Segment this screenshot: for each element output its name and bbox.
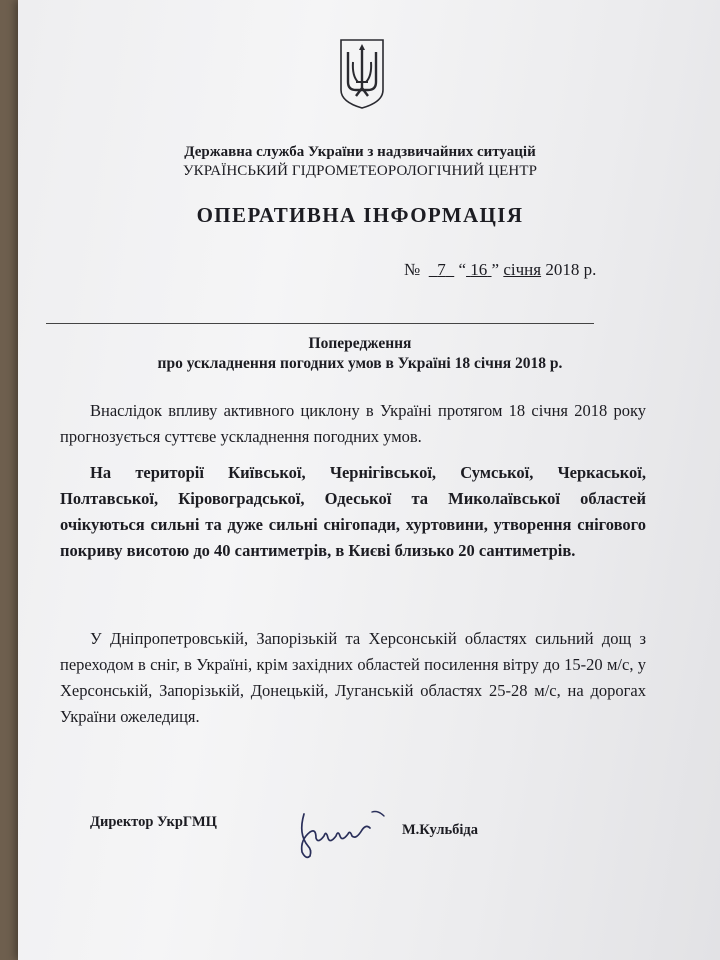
document-title: ОПЕРАТИВНА ІНФОРМАЦІЯ (196, 203, 524, 227)
document-number-line: № 7 “ 16 ” січня 2018 р. (404, 260, 597, 279)
warning-heading: Попередження (308, 335, 412, 352)
document-number: 7 (437, 260, 446, 279)
number-prefix: № (404, 260, 421, 279)
divider-line (46, 323, 594, 324)
paragraph-snowfall: На території Київської, Чернігівської, Сумської, Черкаської, Полтавської, Кіровоградської, Одеської та Миколаївської областей очікуються сильні та дуже сильні снігопади, хуртовини, утворення снігового покриву висотою до 40 сантиметрів, в Києві близько 20 сантиметрів. (60, 463, 646, 560)
warning-subheading: про ускладнення погодних умов в Україні 18 січня 2018 р. (157, 355, 563, 372)
trident-coat-of-arms-icon (339, 38, 385, 110)
handwritten-signature (290, 794, 400, 864)
document-month: січня (503, 260, 542, 279)
signatory-name: М.Кульбіда (402, 822, 479, 838)
document-year: 2018 р. (545, 260, 597, 279)
paragraph-rain-wind: У Дніпропетровській, Запорізькій та Херсонській областях сильний дощ з переходом в сніг, в Україні, крім західних областей посилення вітру до 15-20 м/с, у Херсонській, Запорізькій, Донецькій, Луганській областях 25-28 м/с, на дорогах України ожеледиця. (60, 629, 646, 726)
center-name: УКРАЇНСЬКИЙ ГІДРОМЕТЕОРОЛОГІЧНИЙ ЦЕНТР (182, 163, 538, 179)
document-day: 16 (470, 260, 488, 279)
paragraph-intro: Внаслідок впливу активного циклону в Україні протягом 18 січня 2018 року прогнозується суттєве ускладнення погодних умов. (60, 401, 646, 446)
signatory-position: Директор УкрГМЦ (90, 814, 217, 830)
organization-name: Державна служба України з надзвичайних ситуацій (184, 144, 536, 160)
